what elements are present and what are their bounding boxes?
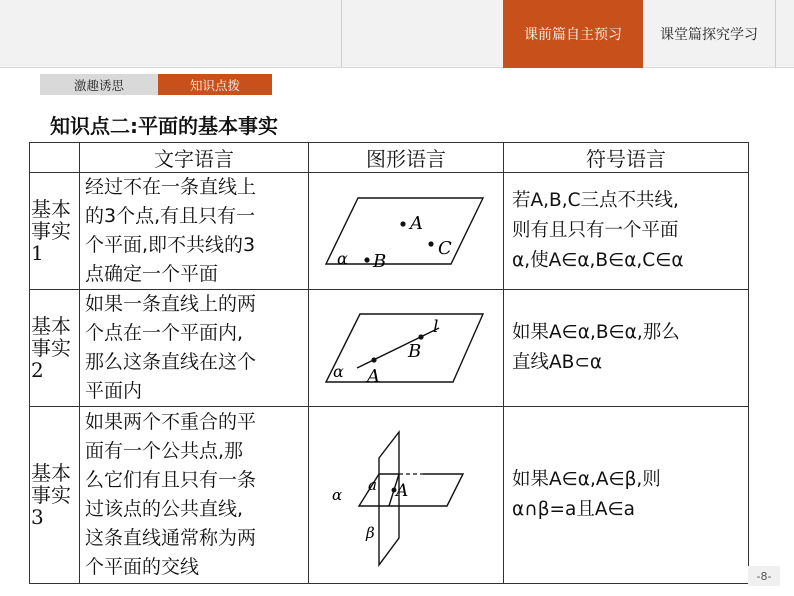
symbol-language-cell: [504, 173, 749, 290]
page-title: 知识点二:平面的基本事实: [50, 114, 278, 138]
tab-preview[interactable]: 课前篇自主预习: [503, 0, 643, 68]
label-a: A: [367, 366, 380, 387]
text-line: 经过不在一条直线上: [85, 176, 257, 198]
label-alpha: α: [333, 362, 344, 381]
row-name: [30, 290, 80, 407]
row-name-line: 基本: [31, 314, 71, 338]
row-name-line: 基本: [31, 461, 71, 485]
text-language-cell: [80, 173, 309, 290]
text-line: 点确定一个平面: [85, 263, 219, 285]
label-a-point: A: [396, 481, 409, 501]
symbol-line: α∩β=a且A∈a: [512, 499, 635, 520]
table-header-row: [30, 143, 749, 173]
text-line: 个点在一个平面内,: [85, 322, 244, 344]
row-name: [30, 173, 80, 290]
plane-three-points-figure: [311, 176, 501, 286]
label-b: B: [373, 251, 387, 272]
symbol-language-cell: [504, 290, 749, 407]
header-text-language: 文字语言: [80, 143, 309, 173]
top-nav-bar: [0, 0, 794, 68]
text-language-cell: [80, 290, 309, 407]
text-line: 过该点的公共直线,: [85, 498, 244, 520]
nav-divider: [775, 0, 776, 68]
subtab-intro[interactable]: 激趣诱思: [40, 74, 158, 95]
basic-facts-table: [29, 142, 749, 584]
figure-cell: [309, 290, 504, 407]
row-name-number: 3: [31, 505, 44, 529]
text-line: 那么这条直线在这个: [85, 351, 257, 373]
text-line: 个平面的交线: [85, 556, 200, 578]
symbol-line: 直线AB⊂α: [512, 352, 603, 373]
point-a: [400, 221, 405, 226]
subtab-knowledge[interactable]: 知识点拨: [158, 74, 272, 95]
symbol-line: 则有且只有一个平面: [512, 220, 679, 241]
table-row: [30, 290, 749, 407]
row-name-line: 基本: [31, 197, 71, 221]
text-line: 面有一个公共点,那: [85, 440, 244, 462]
point-b: [364, 257, 369, 262]
text-line: 如果两个不重合的平: [85, 411, 257, 433]
page-number: -8-: [748, 566, 780, 586]
text-line: 这条直线通常称为两: [85, 527, 257, 549]
text-line: 个平面,即不共线的3: [85, 234, 256, 256]
header-empty: [30, 143, 80, 173]
label-beta: β: [366, 524, 375, 542]
label-c: C: [438, 238, 452, 259]
symbol-line: 如果A∈α,A∈β,则: [512, 469, 661, 490]
row-name-number: 1: [31, 241, 44, 265]
figure-cell: [309, 173, 504, 290]
point-a: [371, 357, 376, 362]
label-l: l: [433, 317, 439, 337]
row-name-line: 事实: [31, 336, 71, 360]
tab-explore[interactable]: 课堂篇探究学习: [660, 27, 758, 43]
label-a-line: a: [368, 476, 377, 494]
row-name: [30, 407, 80, 584]
text-language-cell: [80, 407, 309, 584]
symbol-line: 若A,B,C三点不共线,: [512, 190, 679, 211]
row-name-number: 2: [31, 358, 44, 382]
text-line: 的3个点,有且只有一: [85, 205, 256, 227]
table-row: [30, 173, 749, 290]
label-b: B: [408, 341, 422, 362]
table-row: [30, 407, 749, 584]
nav-divider: [341, 0, 342, 68]
header-figure-language: 图形语言: [309, 143, 504, 173]
plane-alpha-shape: [326, 198, 483, 264]
text-line: 么它们有且只有一条: [85, 469, 257, 491]
row-name-line: 事实: [31, 219, 71, 243]
plane-alpha-shape: [326, 314, 483, 382]
symbol-language-cell: [504, 407, 749, 584]
text-line: 如果一条直线上的两: [85, 293, 257, 315]
intersecting-planes-figure: [311, 410, 501, 580]
symbol-line: 如果A∈α,B∈α,那么: [512, 322, 680, 343]
text-line: 平面内: [85, 380, 143, 402]
point-c: [428, 241, 433, 246]
header-symbol-language: 符号语言: [504, 143, 749, 173]
line-l: [357, 328, 439, 368]
plane-line-figure: [311, 293, 501, 403]
figure-cell: [309, 407, 504, 584]
label-a: A: [410, 213, 423, 234]
label-alpha: α: [332, 486, 343, 504]
label-alpha: α: [337, 249, 348, 268]
point-b: [418, 334, 423, 339]
symbol-line: α,使A∈α,B∈α,C∈α: [512, 250, 684, 271]
row-name-line: 事实: [31, 483, 71, 507]
